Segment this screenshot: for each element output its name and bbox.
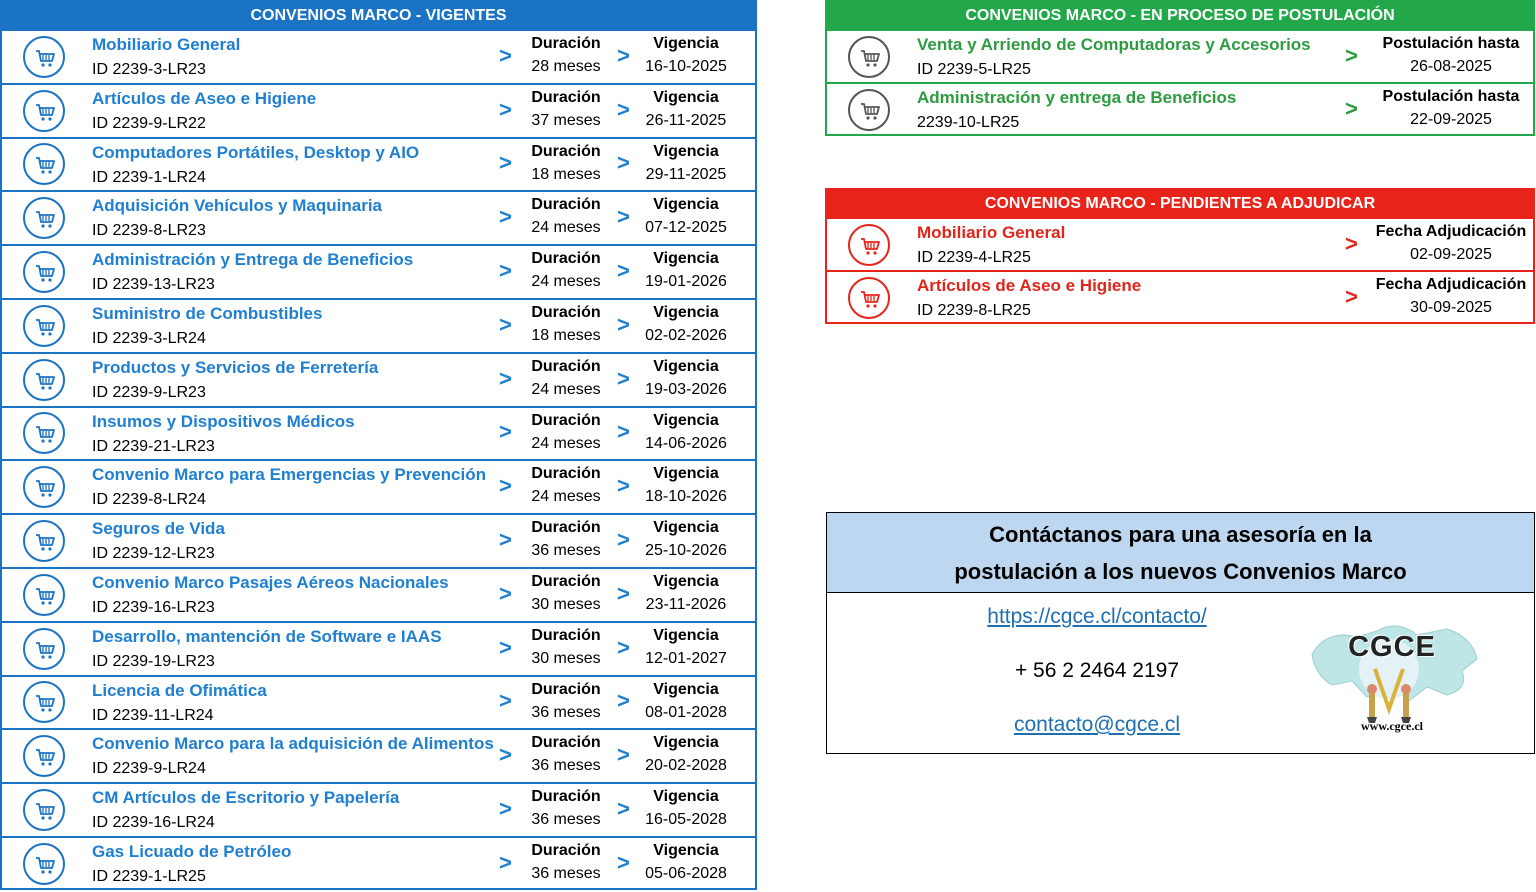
duration-label: Duración [531, 842, 601, 859]
chevron-right-icon: > [499, 365, 512, 391]
cart-icon [23, 789, 65, 831]
validity-date: 05-06-2028 [645, 865, 727, 882]
duration-label: Duración [531, 519, 601, 537]
validity-label: Vigencia [653, 411, 719, 429]
cart-icon [23, 36, 65, 78]
value-cell [1367, 88, 1535, 129]
cart-icon [23, 197, 65, 239]
list-item[interactable] [2, 352, 755, 406]
chevron-right-icon: > [617, 311, 630, 337]
duration-label: Duración [531, 357, 601, 375]
cart-icon [23, 90, 65, 132]
duration-label: Duración [531, 734, 601, 752]
postulacion-panel [825, 0, 1535, 136]
validity-date: 02-02-2026 [645, 327, 727, 344]
duration-label: Duración [531, 88, 601, 106]
duration-label: Duración [531, 35, 601, 52]
value-cell [1367, 223, 1535, 264]
duration-label: Duración [531, 573, 601, 590]
item-id: ID 2239-19-LR23 [92, 652, 215, 670]
validity-date: 07-12-2025 [645, 219, 727, 237]
pendientes-header: CONVENIOS MARCO - PENDIENTES A ADJUDICAR [827, 190, 1533, 217]
validity-label: Vigencia [653, 519, 719, 537]
value-cell [634, 842, 738, 883]
list-item[interactable] [827, 217, 1533, 270]
cart-icon [23, 466, 65, 508]
duration-label: Duración [531, 142, 601, 160]
chevron-right-icon: > [617, 527, 630, 553]
item-title[interactable]: Adquisición Vehículos y Maquinaria [92, 196, 383, 216]
list-item[interactable] [2, 298, 755, 352]
item-title[interactable]: Gas Licuado de Petróleo [92, 842, 292, 861]
value-cell [518, 573, 614, 614]
duration-value: 30 meses [531, 649, 601, 667]
item-id: ID 2239-1-LR25 [92, 868, 206, 885]
value-cell [634, 573, 738, 614]
duration-label: Duración [531, 196, 601, 214]
cart-icon [23, 143, 65, 185]
item-id: ID 2239-13-LR23 [92, 276, 215, 294]
duration-label: Duración [531, 250, 601, 268]
value-cell [518, 412, 614, 453]
value-cell [634, 196, 738, 237]
list-item[interactable] [2, 621, 755, 675]
chevron-right-icon: > [617, 258, 630, 284]
duration-label: Duración [531, 680, 601, 698]
value-cell [634, 788, 738, 829]
validity-date: 26-11-2025 [645, 111, 727, 129]
award-date: 02-09-2025 [1410, 246, 1492, 263]
item-id: ID 2239-3-LR23 [92, 61, 206, 78]
item-id: ID 2239-3-LR24 [92, 330, 206, 347]
value-cell [518, 519, 614, 560]
cart-icon [23, 843, 65, 885]
chevron-right-icon: > [499, 42, 512, 68]
list-item[interactable] [2, 406, 755, 460]
item-title[interactable]: Suministro de Combustibles [92, 304, 323, 323]
item-title[interactable]: Insumos y Dispositivos Médicos [92, 411, 355, 431]
contact-phone: + 56 2 2464 2197 [1014, 659, 1180, 682]
validity-label: Vigencia [653, 88, 719, 106]
cart-icon [23, 628, 65, 670]
list-item[interactable] [2, 190, 755, 244]
item-title[interactable]: Convenio Marco para la adquisición de Alimentos [92, 734, 494, 754]
cart-icon [23, 574, 65, 616]
item-id: ID 2239-9-LR22 [92, 114, 206, 132]
chevron-right-icon: > [499, 849, 512, 875]
validity-date: 08-01-2028 [645, 703, 727, 721]
duration-value: 24 meses [531, 488, 601, 506]
award-date: 30-09-2025 [1410, 299, 1492, 316]
duration-label: Duración [531, 788, 601, 806]
cart-icon [23, 251, 65, 293]
duration-value: 36 meses [531, 703, 601, 721]
list-item[interactable] [2, 675, 755, 729]
chevron-right-icon: > [1345, 95, 1358, 121]
chevron-right-icon: > [499, 688, 512, 714]
cart-icon [23, 520, 65, 562]
item-title[interactable]: Mobiliario General [917, 223, 1066, 242]
duration-value: 28 meses [531, 58, 601, 75]
chevron-right-icon: > [617, 742, 630, 768]
value-cell [634, 358, 738, 399]
validity-label: Vigencia [653, 250, 719, 268]
value-cell [518, 681, 614, 722]
item-title[interactable]: Convenio Marco Pasajes Aéreos Nacionales [92, 573, 449, 592]
list-item[interactable] [827, 82, 1533, 135]
cart-icon [23, 735, 65, 777]
duration-value: 18 meses [531, 165, 601, 183]
deadline-label: Postulación hasta [1382, 35, 1520, 52]
list-item[interactable] [2, 782, 755, 836]
list-item[interactable] [2, 567, 755, 621]
value-cell [518, 89, 614, 130]
list-item[interactable] [2, 836, 755, 890]
contact-heading-line2: postulación a los nuevos Convenios Marco [954, 559, 1407, 584]
list-item[interactable] [2, 459, 755, 513]
value-cell [518, 143, 614, 184]
value-cell [634, 250, 738, 291]
validity-date: 16-10-2025 [645, 58, 727, 75]
validity-label: Vigencia [653, 842, 719, 859]
award-date-label: Fecha Adjudicación [1375, 276, 1527, 293]
award-date-label: Fecha Adjudicación [1375, 223, 1527, 240]
contact-panel [826, 512, 1535, 754]
value-cell [518, 358, 614, 399]
chevron-right-icon: > [617, 473, 630, 499]
item-title[interactable]: Desarrollo, mantención de Software e IAAS [92, 626, 442, 646]
chevron-right-icon: > [617, 849, 630, 875]
validity-label: Vigencia [653, 142, 719, 160]
chevron-right-icon: > [617, 96, 630, 122]
duration-label: Duración [531, 626, 601, 644]
value-cell [518, 250, 614, 291]
duration-value: 30 meses [531, 596, 601, 613]
value-cell [518, 465, 614, 506]
chevron-right-icon: > [1345, 230, 1358, 256]
item-title[interactable]: Venta y Arriendo de Computadoras y Accesorios [917, 35, 1311, 54]
chevron-right-icon: > [499, 96, 512, 122]
cgce-logo-text: CGCE [1348, 631, 1436, 663]
duration-value: 24 meses [531, 273, 601, 291]
value-cell [518, 627, 614, 668]
item-id: 2239-10-LR25 [917, 114, 1020, 131]
item-title[interactable]: Mobiliario General [92, 35, 241, 54]
validity-date: 16-05-2028 [645, 811, 727, 829]
validity-label: Vigencia [653, 788, 719, 806]
validity-label: Vigencia [653, 196, 719, 214]
chevron-right-icon: > [499, 742, 512, 768]
duration-value: 36 meses [531, 811, 601, 829]
list-item[interactable] [827, 29, 1533, 82]
item-id: ID 2239-9-LR23 [92, 383, 206, 401]
deadline-label: Postulación hasta [1382, 88, 1520, 105]
item-id: ID 2239-8-LR25 [917, 302, 1031, 319]
item-id: ID 2239-16-LR23 [92, 599, 215, 616]
list-item[interactable] [2, 513, 755, 567]
chevron-right-icon: > [617, 796, 630, 822]
item-id: ID 2239-8-LR23 [92, 222, 206, 240]
cgce-logo [1297, 609, 1487, 739]
item-id: ID 2239-1-LR24 [92, 168, 206, 186]
cart-icon [23, 305, 65, 347]
item-id: ID 2239-16-LR24 [92, 814, 215, 832]
duration-value: 18 meses [531, 327, 601, 344]
chevron-right-icon: > [499, 473, 512, 499]
validity-label: Vigencia [653, 573, 719, 590]
validity-label: Vigencia [653, 35, 719, 52]
validity-date: 20-02-2028 [645, 757, 727, 775]
duration-value: 36 meses [531, 542, 601, 560]
deadline-date: 26-08-2025 [1410, 58, 1492, 75]
value-cell [634, 35, 738, 76]
cgce-logo-url: www.cgce.cl [1361, 719, 1423, 733]
value-cell [634, 304, 738, 345]
cart-icon [848, 36, 890, 78]
chevron-right-icon: > [499, 527, 512, 553]
item-id: ID 2239-11-LR24 [92, 706, 214, 724]
item-title[interactable]: Computadores Portátiles, Desktop y AIO [92, 142, 420, 162]
chevron-right-icon: > [617, 688, 630, 714]
list-item[interactable] [2, 83, 755, 137]
duration-value: 36 meses [531, 757, 601, 775]
postulacion-header: CONVENIOS MARCO - EN PROCESO DE POSTULACIÓN [827, 2, 1533, 29]
duration-label: Duración [531, 304, 601, 321]
validity-date: 29-11-2025 [645, 165, 727, 183]
chevron-right-icon: > [499, 634, 512, 660]
value-cell [518, 788, 614, 829]
value-cell [518, 734, 614, 775]
item-id: ID 2239-12-LR23 [92, 545, 215, 563]
value-cell [634, 734, 738, 775]
list-item[interactable] [2, 244, 755, 298]
pendientes-panel [825, 188, 1535, 324]
validity-label: Vigencia [653, 626, 719, 644]
chevron-right-icon: > [617, 365, 630, 391]
duration-value: 36 meses [531, 865, 601, 882]
list-item[interactable] [2, 728, 755, 782]
validity-date: 14-06-2026 [645, 434, 727, 452]
cart-icon [23, 681, 65, 723]
duration-value: 24 meses [531, 434, 601, 452]
validity-label: Vigencia [653, 734, 719, 752]
duration-label: Duración [531, 411, 601, 429]
value-cell [634, 681, 738, 722]
item-title[interactable]: Productos y Servicios de Ferretería [92, 357, 379, 377]
duration-label: Duración [531, 465, 601, 483]
item-id: ID 2239-8-LR24 [92, 491, 206, 509]
validity-label: Vigencia [653, 304, 719, 321]
list-item[interactable] [2, 29, 755, 83]
chevron-right-icon: > [499, 419, 512, 445]
validity-date: 12-01-2027 [645, 649, 727, 667]
value-cell [518, 842, 614, 883]
validity-label: Vigencia [653, 680, 719, 698]
item-id: ID 2239-21-LR23 [92, 437, 215, 455]
contact-heading-line1: Contáctanos para una asesoría en la [989, 522, 1372, 547]
validity-date: 18-10-2026 [645, 488, 727, 506]
validity-label: Vigencia [653, 357, 719, 375]
validity-label: Vigencia [653, 465, 719, 483]
cart-icon [848, 224, 890, 266]
duration-value: 24 meses [531, 380, 601, 398]
chevron-right-icon: > [617, 419, 630, 445]
validity-date: 19-03-2026 [645, 380, 727, 398]
item-title[interactable]: CM Artículos de Escritorio y Papelería [92, 788, 400, 808]
validity-date: 23-11-2026 [645, 596, 727, 613]
cart-icon [848, 277, 890, 319]
cart-icon [23, 359, 65, 401]
chevron-right-icon: > [499, 580, 512, 606]
value-cell [1367, 35, 1535, 76]
value-cell [1367, 276, 1535, 317]
chevron-right-icon: > [499, 311, 512, 337]
list-item[interactable] [827, 270, 1533, 323]
chevron-right-icon: > [499, 258, 512, 284]
chevron-right-icon: > [499, 204, 512, 230]
contact-heading [827, 513, 1534, 593]
item-id: ID 2239-4-LR25 [917, 249, 1031, 266]
item-title[interactable]: Administración y entrega de Beneficios [917, 88, 1237, 107]
duration-value: 37 meses [531, 111, 601, 129]
item-title[interactable]: Administración y Entrega de Beneficios [92, 250, 414, 270]
chevron-right-icon: > [499, 796, 512, 822]
item-title[interactable]: Seguros de Vida [92, 519, 225, 539]
chevron-right-icon: > [617, 150, 630, 176]
contact-email-link[interactable]: contacto@cgce.cl [1013, 713, 1181, 736]
value-cell [634, 627, 738, 668]
chevron-right-icon: > [617, 634, 630, 660]
item-id: ID 2239-5-LR25 [917, 61, 1031, 78]
contact-url-link[interactable]: https://cgce.cl/contacto/ [987, 605, 1207, 628]
item-id: ID 2239-9-LR24 [92, 760, 206, 778]
chevron-right-icon: > [1345, 283, 1358, 309]
chevron-right-icon: > [499, 150, 512, 176]
duration-value: 24 meses [531, 219, 601, 237]
chevron-right-icon: > [617, 580, 630, 606]
value-cell [634, 143, 738, 184]
list-item[interactable] [2, 137, 755, 191]
cart-icon [848, 89, 890, 131]
value-cell [634, 465, 738, 506]
value-cell [518, 35, 614, 76]
value-cell [634, 412, 738, 453]
item-title[interactable]: Licencia de Ofimática [92, 680, 267, 700]
value-cell [634, 519, 738, 560]
item-title[interactable]: Artículos de Aseo e Higiene [92, 88, 317, 108]
item-title[interactable]: Artículos de Aseo e Higiene [917, 276, 1142, 295]
cart-icon [23, 412, 65, 454]
chevron-right-icon: > [1345, 42, 1358, 68]
validity-date: 19-01-2026 [645, 273, 727, 291]
value-cell [634, 89, 738, 130]
chevron-right-icon: > [617, 204, 630, 230]
item-title[interactable]: Convenio Marco para Emergencias y Prevención [92, 465, 486, 485]
chevron-right-icon: > [617, 42, 630, 68]
deadline-date: 22-09-2025 [1410, 111, 1492, 128]
value-cell [518, 196, 614, 237]
vigentes-header: CONVENIOS MARCO - VIGENTES [2, 2, 755, 29]
vigentes-panel [0, 0, 757, 890]
validity-date: 25-10-2026 [645, 542, 727, 560]
value-cell [518, 304, 614, 345]
